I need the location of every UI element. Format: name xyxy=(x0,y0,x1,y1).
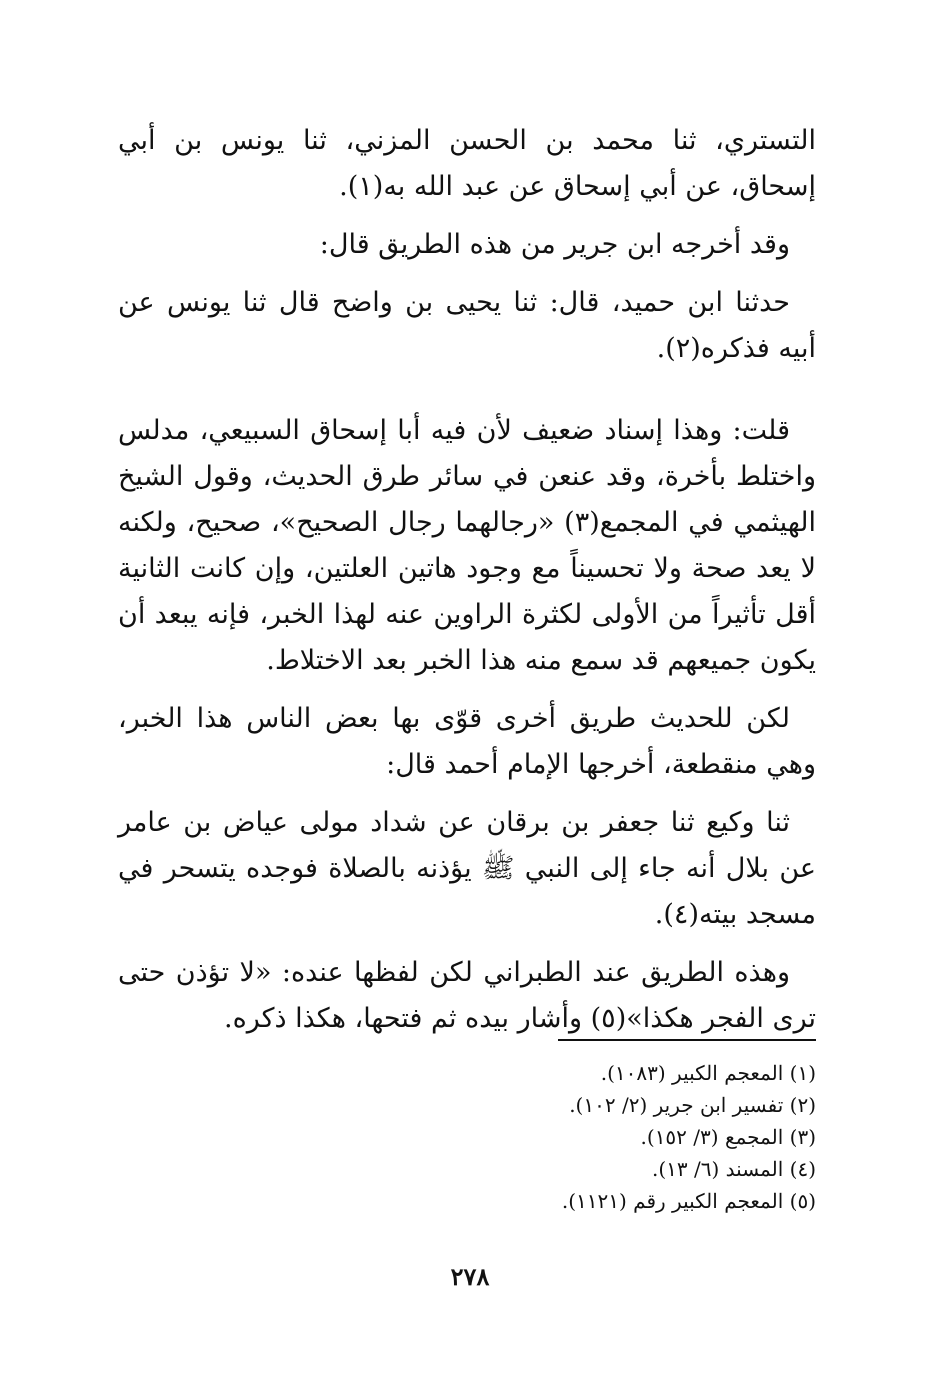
footnotes-list xyxy=(396,1057,816,1217)
paragraph-ibn-jarir-isnad: حدثنا ابن حميد، قال: ثنا يحيى بن واضح قال ثنا يونس عن أبيه فذكره(٢). xyxy=(118,287,816,364)
paragraph-other-route: لكن للحديث طريق أخرى قوّى بها بعض الناس هذا الخبر، وهي منقطعة، أخرجها الإمام أحمد قال: xyxy=(118,703,816,780)
paragraph-ahmad-narration: ثنا وكيع ثنا جعفر بن برقان عن شداد مولى عياض بن عامر عن بلال أنه جاء إلى النبي ﷺ يؤذنه بالصلاة فوجده يتسحر في مسجد بيته(٤). xyxy=(118,807,816,930)
footnote-1: (١) المعجم الكبير (١٠٨٣). xyxy=(600,1061,816,1085)
paragraph-ibn-jarir-intro: وقد أخرجه ابن جرير من هذه الطريق قال: xyxy=(319,229,790,260)
paragraph-tabarani-wording: وهذه الطريق عند الطبراني لكن لفظها عنده: «لا تؤذن حتى ترى الفجر هكذا»(٥) وأشار بيده ثم فتحها، هكذا ذكره. xyxy=(118,957,816,1034)
footnote-2: (٢) تفسير ابن جرير (٢/ ١٠٢). xyxy=(569,1093,816,1117)
footnote-5: (٥) المعجم الكبير رقم (١١٢١). xyxy=(561,1189,816,1213)
page-number: ٢٧٨ xyxy=(450,1262,490,1291)
main-text xyxy=(118,118,816,1042)
paragraph-isnad-continuation: التستري، ثنا محمد بن الحسن المزني، ثنا يونس بن أبي إسحاق، عن أبي إسحاق عن عبد الله به(١). xyxy=(118,125,816,202)
paragraph-critique: قلت: وهذا إسناد ضعيف لأن فيه أبا إسحاق السبيعي، مدلس واختلط بأخرة، وقد عنعن في سائر طرق الحديث، وقول الشيخ الهيثمي في المجمع(٣) «رجالهما رجال الصحيح»، صحيح، ولكنه لا يعد صحة ولا تحسيناً مع وجود هاتين العلتين، وإن كانت الثانية أقل تأثيراً من الأولى لكثرة الراوين عنه لهذا الخبر، فإنه يبعد أن يكون جميعهم قد سمع منه هذا الخبر بعد الاختلاط. xyxy=(118,415,817,676)
footnote-separator xyxy=(558,1039,816,1041)
footnote-3: (٣) المجمع (٣/ ١٥٢). xyxy=(640,1125,816,1149)
footnote-4: (٤) المسند (٦/ ١٣). xyxy=(652,1157,816,1181)
